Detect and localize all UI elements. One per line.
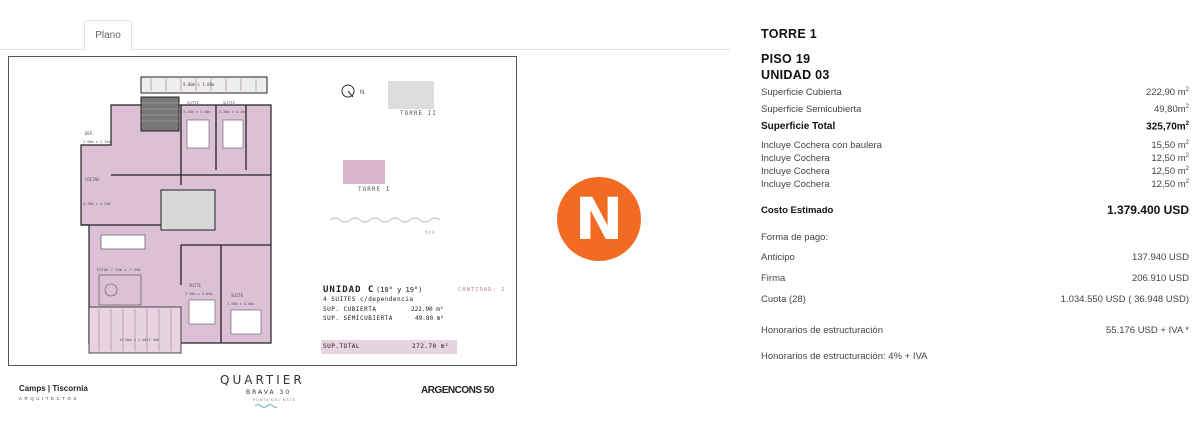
piso-title: PISO 19 (761, 52, 811, 66)
sup-semicubierta-label: SUP. SEMICUBIERTA (323, 315, 393, 322)
floor-plan-sheet (8, 56, 517, 402)
terrace-top-label: 9.00m x 1.00m (183, 82, 215, 87)
suite2-dim: 3.30m x 3.40m (219, 110, 247, 114)
forma-pago-label: Forma de pago: (761, 232, 829, 243)
pago-row: Anticipo 137.940 USD (761, 252, 1189, 263)
suite2-label: SUITE (223, 101, 236, 106)
sup-total-label: SUP.TOTAL (323, 343, 361, 350)
cocina-label: COCINA (85, 177, 100, 182)
project-title: QUARTIER (220, 373, 305, 387)
cochera-row: Incluye Cochera con baulera 15,50 $m^2$ (761, 140, 1189, 152)
torre-title: TORRE 1 (761, 27, 818, 41)
dep-dim: 2.90m x 2.15m (83, 140, 111, 144)
sup-semicubierta-value: 49.80 m² (415, 315, 444, 322)
architects-logo: Camps | Tiscornia (19, 384, 88, 393)
tower-i-block (343, 160, 385, 184)
terrace-bottom-label: 14.90m x 2.40/1.40m (119, 338, 160, 342)
costo-label: Costo Estimado (761, 205, 834, 216)
suite3-label: SUITE (189, 283, 202, 288)
unit-title: UNIDAD C (323, 285, 375, 295)
dep-label: DEP. (85, 131, 95, 136)
surface-row: Superficie Semicubierta $49,80m^2$ (761, 104, 1189, 116)
developer-logo: ARGENCONS 50 (421, 385, 494, 396)
honorarios-row: Honorarios de estructuración 55.176 USD + IVA * (761, 325, 1189, 336)
suite1-dim: 3.25m x 3.40m (183, 110, 211, 114)
unit-info-panel (761, 27, 1189, 364)
surface-row: Superficie Cubierta 222,90 $m^2$ (761, 87, 1189, 99)
compass-label: N (360, 90, 365, 96)
costo-row (761, 205, 1189, 218)
cochera-row: Incluye Cochera 12,50 $m^2$ (761, 166, 1189, 178)
suite4-label: SUITE (231, 293, 244, 298)
cantidad-label: CANTIDAD: 2 (458, 287, 506, 293)
floor-plan-drawing (71, 75, 281, 355)
compass-icon (340, 83, 356, 99)
tab-plano[interactable]: Plano (84, 20, 132, 51)
tower-ii-label: TORRE II (400, 110, 437, 117)
honorarios-note-row: Honorarios de estructuración: 4% + IVA (761, 351, 928, 362)
pago-row: Firma 206.910 USD (761, 273, 1189, 284)
sea-waves-icon (330, 214, 440, 226)
unidad-title: UNIDAD 03 (761, 68, 830, 82)
suite3-dim: 3.30m x 4.65m (185, 292, 213, 296)
sup-cubierta-label: SUP. CUBIERTA (323, 306, 377, 313)
project-sub: BRAVA 30 (246, 389, 292, 396)
sup-total-value: 272.70 m² (412, 343, 450, 350)
tower-i-label: TORRE I (358, 186, 391, 193)
wave-icon (255, 403, 277, 409)
costo-value: 1.379.400 USD (1106, 203, 1189, 217)
water-label: MAR (425, 230, 436, 235)
project-sub2: PUNTA DEL ESTE (253, 398, 297, 402)
suites-line: 4 SUITES c/dependencia (323, 296, 414, 303)
brand-logo-icon: N (557, 177, 641, 261)
suite1-label: SUITE (187, 101, 200, 106)
sup-cubierta-value: 222.90 m² (411, 306, 444, 313)
tab-bar (0, 20, 730, 50)
suite4-dim: 3.90m x 3.60m (227, 302, 255, 306)
tower-ii-block (388, 81, 434, 109)
architects-sub: ARQUITECTOS (19, 396, 79, 401)
pago-row: Cuota (28) 1.034.550 USD ( 36.948 USD) (761, 294, 1189, 305)
cochera-row: Incluye Cochera 12,50 $m^2$ (761, 179, 1189, 191)
estar-label: ESTAR 7.35m x 7.35m (97, 267, 141, 272)
unit-floors: (18° y 19°) (376, 286, 423, 294)
cochera-row: Incluye Cochera 12,50 $m^2$ (761, 153, 1189, 165)
cocina-dim: 3.70m x 4.23m (83, 202, 111, 206)
sup-total-box (321, 340, 457, 354)
forma-pago-row (761, 232, 1189, 245)
surface-total-row: Superficie Total $325,70m^2$ (761, 121, 1189, 133)
